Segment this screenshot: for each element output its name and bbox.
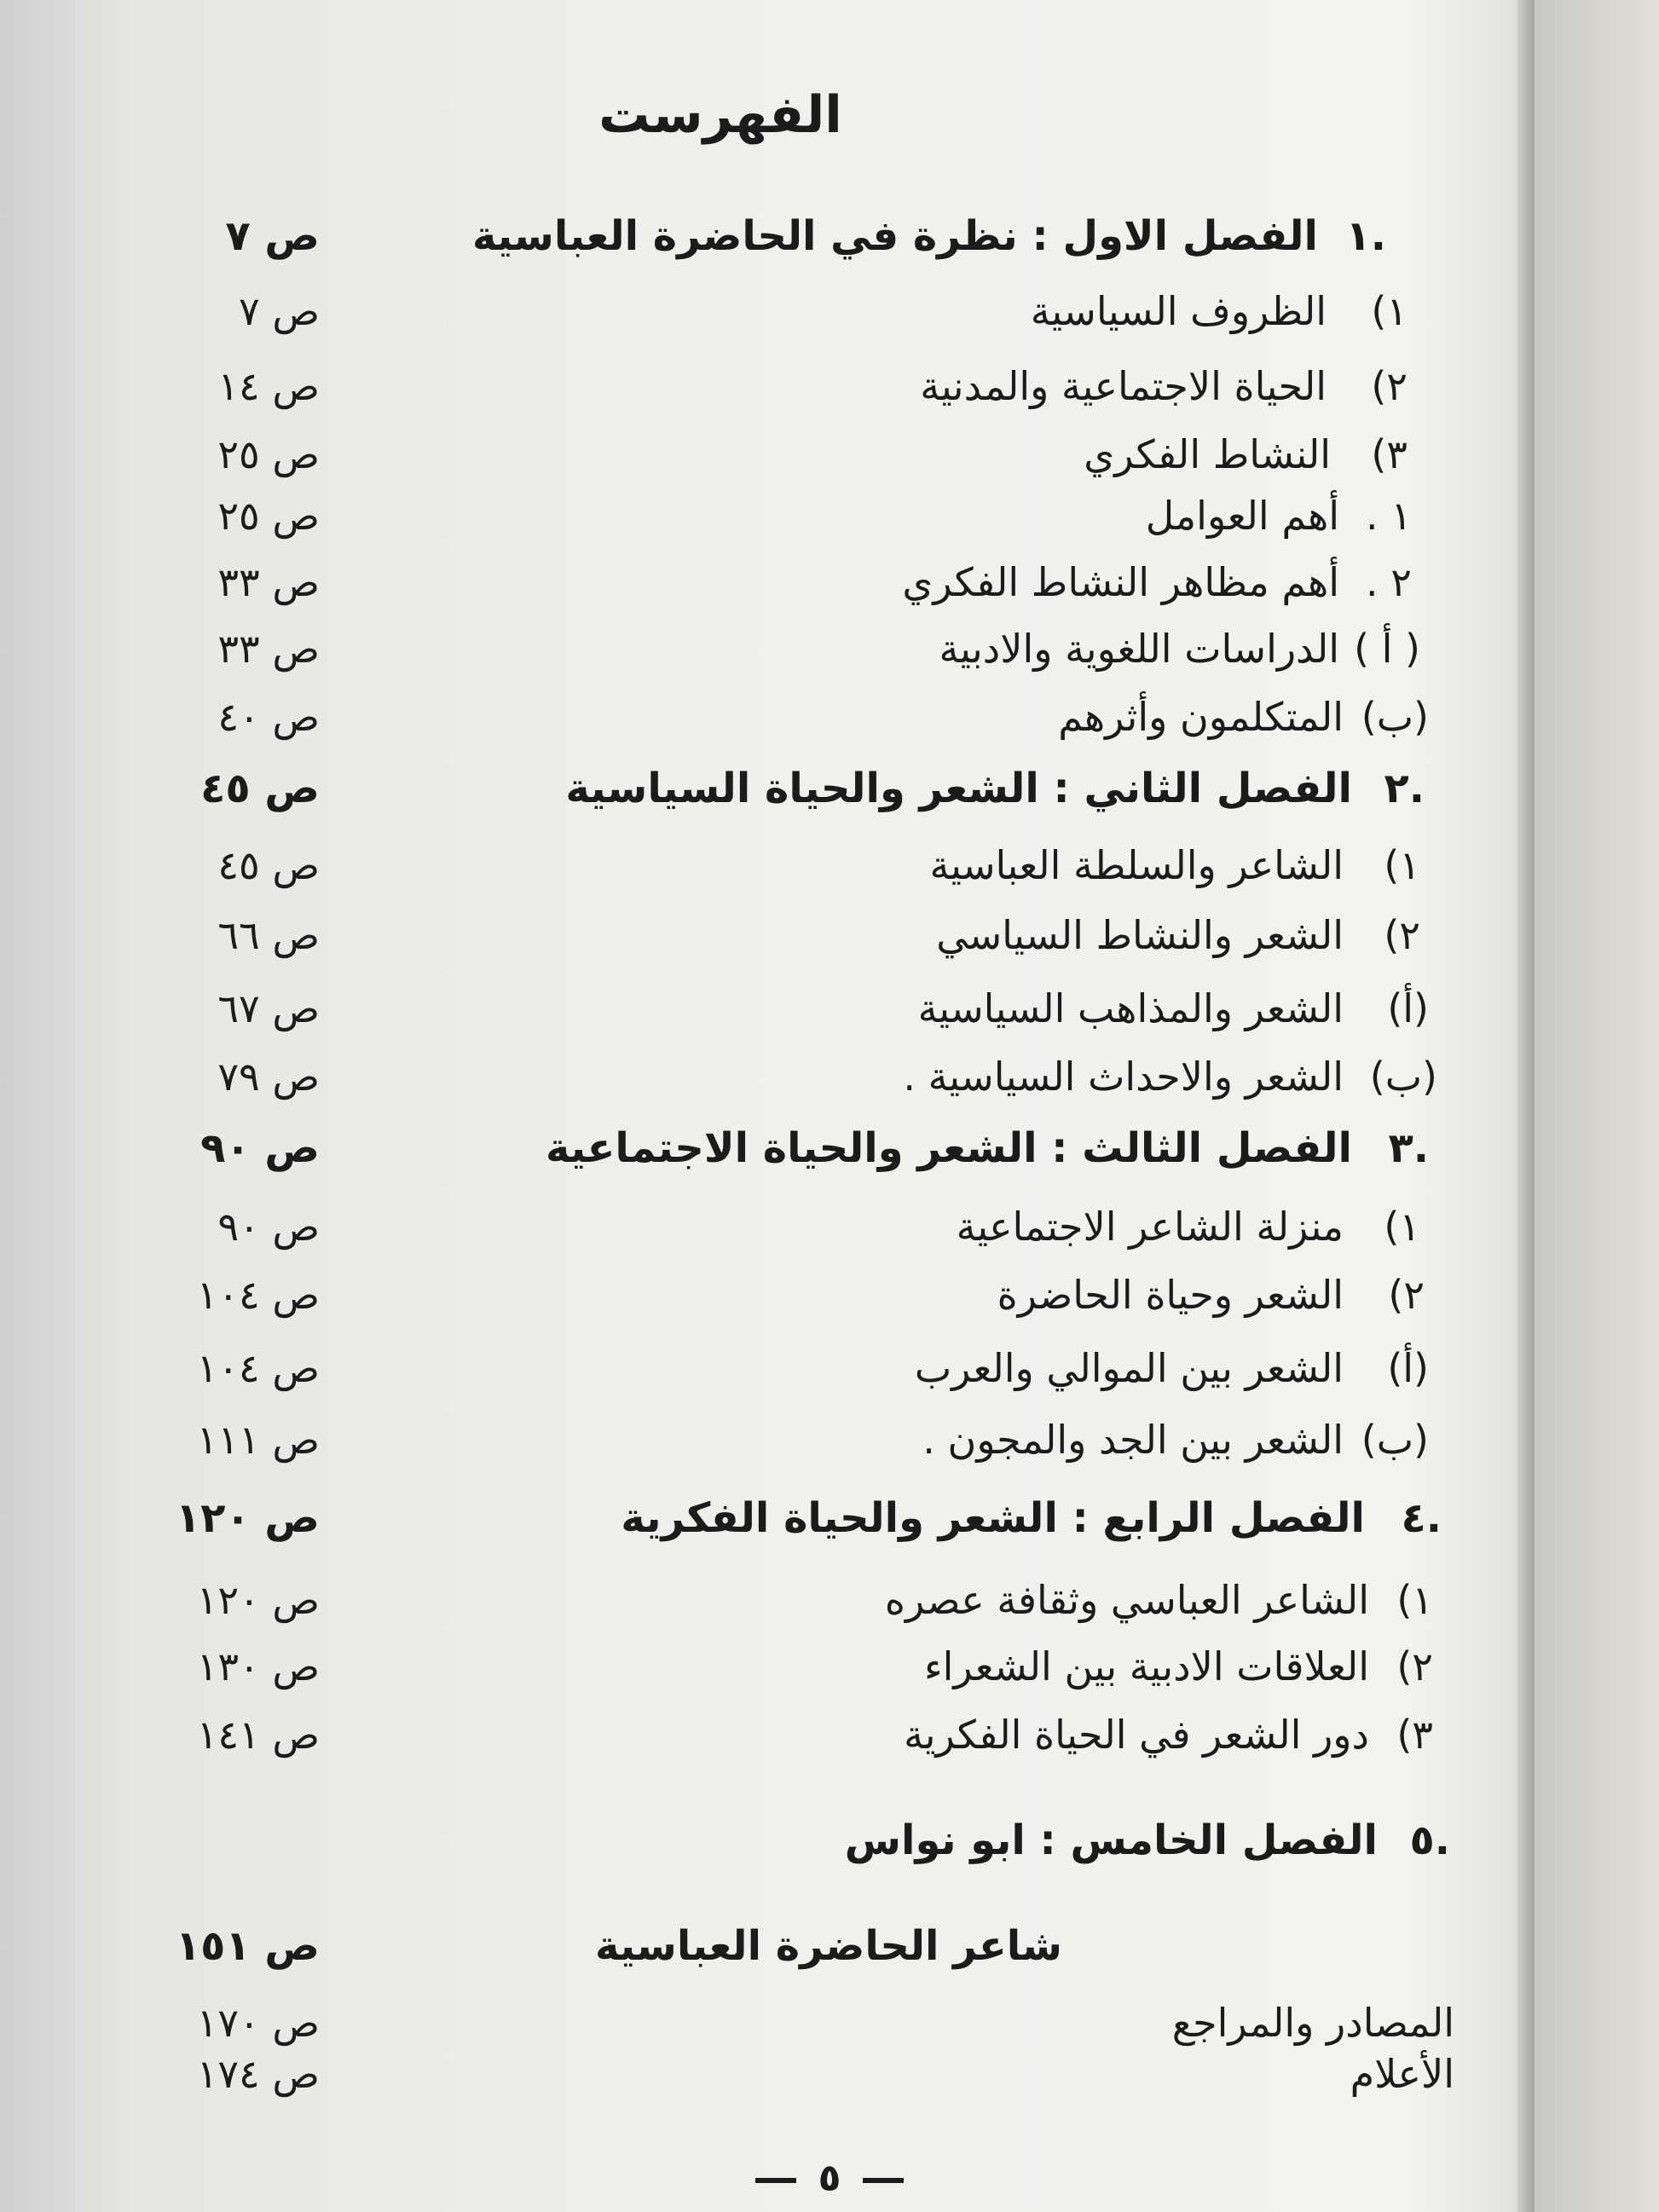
entry-label: النشاط الفكري: [1084, 431, 1331, 477]
toc-entry: [0, 1410, 1659, 1470]
entry-page: ص ١٥١: [175, 1922, 320, 1970]
toc-entry: [0, 424, 1659, 484]
toc-entry: [0, 1197, 1659, 1256]
entry-number: ١ .: [1366, 493, 1412, 539]
entry-number: (أ): [1387, 1345, 1429, 1391]
entry-label: الفصل الخامس : ابو نواس: [844, 1816, 1378, 1864]
entry-page: ص ٣٣: [217, 626, 320, 672]
entry-number: ١): [1371, 288, 1408, 334]
entry-page: ص ٦٧: [217, 985, 320, 1031]
entry-number: ٢): [1388, 1272, 1425, 1318]
toc-entry-chapter-1: [0, 206, 1659, 266]
entry-label: دور الشعر في الحياة الفكرية: [904, 1712, 1369, 1758]
toc-entry: [0, 1338, 1659, 1398]
entry-label: شاعر الحاضرة العباسية: [594, 1922, 1062, 1970]
entry-page: ص ١٤: [217, 363, 320, 409]
footer-dash-right: [863, 2178, 904, 2183]
toc-entry: [0, 1637, 1659, 1696]
entry-label: الشعر بين الجد والمجون .: [922, 1417, 1344, 1463]
entry-label: الحياة الاجتماعية والمدنية: [920, 363, 1327, 409]
entry-page: ص ١١١: [196, 1417, 320, 1463]
entry-number: ١): [1396, 1577, 1433, 1623]
toc-entry: [0, 979, 1659, 1038]
toc-entry: [0, 281, 1659, 341]
toc-entry: [0, 687, 1659, 747]
footer-dash-left: [755, 2178, 796, 2183]
entry-label: الظروف السياسية: [1030, 288, 1327, 334]
entry-label: الفصل الرابع : الشعر والحياة الفكرية: [621, 1494, 1365, 1542]
toc-entry: [0, 552, 1659, 612]
toc-entry: [0, 1570, 1659, 1630]
entry-page: ص ٢٥: [217, 493, 320, 539]
entry-page: ص ٧: [239, 288, 320, 334]
entry-label: الشعر والاحداث السياسية .: [903, 1054, 1344, 1100]
entry-number: ٢): [1384, 912, 1420, 958]
entry-number: ١): [1384, 842, 1420, 888]
entry-label: الأعلام: [1350, 2051, 1454, 2097]
toc-entry-chapter-4: [0, 1488, 1659, 1548]
entry-label: الشاعر العباسي وثقافة عصره: [884, 1577, 1369, 1623]
entry-number: .٣: [1388, 1124, 1429, 1172]
entry-page: ص ٤٥: [200, 765, 320, 812]
toc-entry: [0, 2044, 1659, 2104]
entry-label: الشعر والمذاهب السياسية: [917, 985, 1344, 1031]
toc-entry-chapter-2: [0, 759, 1659, 818]
page-number: ٥: [818, 2157, 841, 2200]
entry-label: العلاقات الادبية بين الشعراء: [924, 1643, 1369, 1689]
entry-page: ص ٩٠: [200, 1124, 320, 1172]
toc-entry: [0, 486, 1659, 546]
toc-entry: [0, 835, 1659, 895]
entry-page: ص ٤٠: [217, 694, 320, 740]
entry-label: الفصل الثالث : الشعر والحياة الاجتماعية: [545, 1124, 1352, 1172]
page-number-footer: [0, 2157, 1659, 2200]
entry-label: الشاعر والسلطة العباسية: [929, 842, 1344, 888]
entry-number: ( أ ): [1354, 626, 1420, 672]
entry-page: ص ٦٦: [217, 912, 320, 958]
entry-page: ص ١٤١: [196, 1712, 320, 1758]
entry-page: ص ١٢٠: [175, 1494, 320, 1542]
entry-label: أهم العوامل: [1145, 493, 1339, 539]
entry-page: ص ٧: [225, 212, 320, 260]
toc-entry: [0, 619, 1659, 679]
entry-number: ١): [1384, 1204, 1420, 1250]
toc-entry: [0, 1265, 1659, 1325]
entry-label: الفصل الثاني : الشعر والحياة السياسية: [565, 765, 1352, 812]
page-title: الفهرست: [598, 85, 842, 145]
entry-number: ٣): [1396, 1712, 1433, 1758]
entry-number: .٥: [1409, 1816, 1450, 1864]
entry-page: ص ١٧٤: [196, 2051, 320, 2097]
entry-label: المتكلمون وأثرهم: [1058, 694, 1344, 740]
entry-page: ص ٤٥: [217, 842, 320, 888]
entry-page: ص ١٢٠: [196, 1577, 320, 1623]
toc-entry: [0, 1705, 1659, 1764]
entry-label: الشعر بين الموالي والعرب: [914, 1345, 1344, 1391]
entry-label: الدراسات اللغوية والادبية: [939, 626, 1339, 672]
entry-number: .١: [1345, 212, 1386, 260]
entry-label: الشعر والنشاط السياسي: [936, 912, 1344, 958]
entry-page: ص ٧٩: [217, 1054, 320, 1100]
entry-page: ص ١٠٤: [196, 1272, 320, 1318]
entry-number: ٣): [1371, 431, 1408, 477]
entry-number: ٢ .: [1366, 559, 1412, 605]
entry-page: ص ١٣٠: [196, 1643, 320, 1689]
entry-label: المصادر والمراجع: [1171, 2000, 1454, 2046]
entry-page: ص ٩٠: [217, 1204, 320, 1250]
toc-entry: [0, 1916, 1659, 1976]
entry-number: ٢): [1371, 363, 1408, 409]
toc-entry-chapter-5: [0, 1811, 1659, 1870]
entry-label: الشعر وحياة الحاضرة: [997, 1272, 1344, 1318]
entry-number: (ب): [1369, 1054, 1437, 1100]
toc-entry: [0, 356, 1659, 416]
toc-entry: [0, 1047, 1659, 1106]
entry-label: أهم مظاهر النشاط الفكري: [902, 559, 1339, 605]
entry-number: (ب): [1361, 1417, 1429, 1463]
entry-number: (أ): [1387, 985, 1429, 1031]
entry-number: (ب): [1361, 694, 1429, 740]
entry-number: ٢): [1396, 1643, 1433, 1689]
entry-number: .٢: [1384, 765, 1425, 812]
entry-label: منزلة الشاعر الاجتماعية: [956, 1204, 1344, 1250]
toc-entry-chapter-3: [0, 1118, 1659, 1178]
entry-page: ص ٣٣: [217, 559, 320, 605]
entry-page: ص ١٠٤: [196, 1345, 320, 1391]
toc-entry: [0, 905, 1659, 965]
entry-page: ص ١٧٠: [196, 2000, 320, 2046]
entry-page: ص ٢٥: [217, 431, 320, 477]
entry-label: الفصل الاول : نظرة في الحاضرة العباسية: [471, 212, 1318, 260]
entry-number: .٤: [1401, 1494, 1442, 1542]
